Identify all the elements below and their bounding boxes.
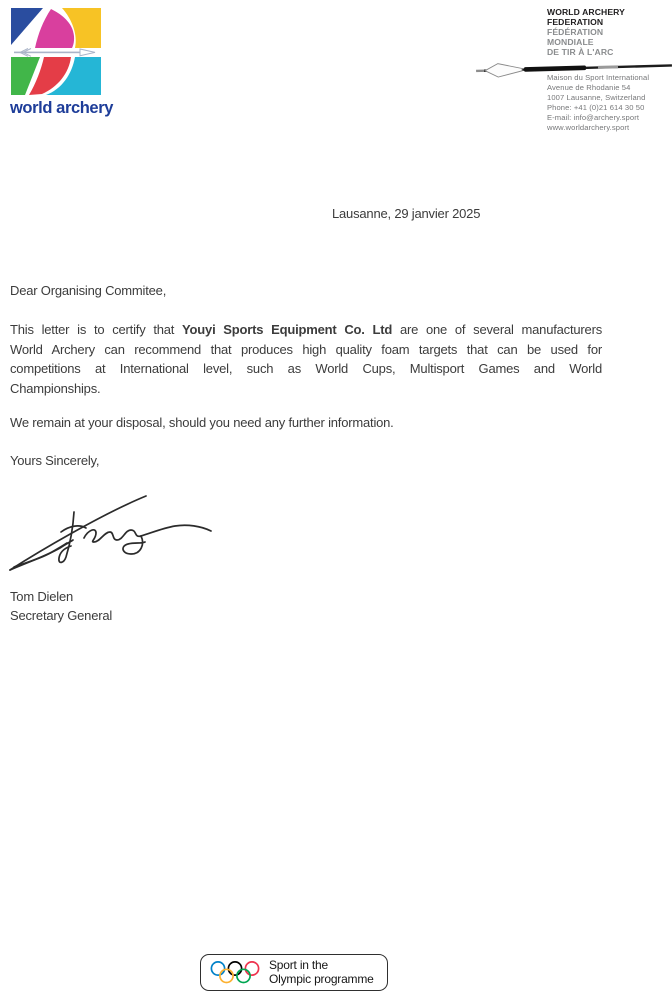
body-line-2: World Archery can recommend that produces high quality foam targets that can be used for xyxy=(10,341,602,357)
body-line-1-pre: This letter is to certify that xyxy=(10,322,183,337)
dateline: Lausanne, 29 janvier 2025 xyxy=(332,206,481,221)
address-email: E-mail: info@archery.sport xyxy=(547,113,640,122)
olympic-badge-line2: Olympic programme xyxy=(269,971,374,986)
body-line-1 xyxy=(10,320,602,340)
valediction: Yours Sincerely, xyxy=(10,453,100,468)
logo-wordmark: world archery xyxy=(10,99,114,117)
company-name: Youyi Sports Equipment Co. Ltd xyxy=(182,322,393,337)
org-name-fr-line2: MONDIALE xyxy=(547,37,594,47)
salutation: Dear Organising Commitee, xyxy=(10,283,167,298)
org-name-fr-line3: DE TIR À L'ARC xyxy=(547,47,614,57)
org-name-en-line1: WORLD ARCHERY xyxy=(547,7,626,17)
body-line-3: competitions at International level, such as World Cups, Multisport Games and World xyxy=(10,361,602,376)
address-line: Avenue de Rhodanie 54 xyxy=(547,83,631,92)
body-paragraph xyxy=(10,320,602,398)
address-phone: Phone: +41 (0)21 614 30 50 xyxy=(547,103,645,112)
olympic-rings-icon xyxy=(210,960,260,985)
org-name-block xyxy=(547,7,625,57)
org-name-fr-line1: FÉDÉRATION xyxy=(547,27,604,37)
world-archery-logo xyxy=(10,8,130,118)
body-line-4: Championships. xyxy=(10,380,101,396)
address-line: 1007 Lausanne, Switzerland xyxy=(547,93,646,102)
olympic-badge-text xyxy=(269,959,374,986)
closing-paragraph: We remain at your disposal, should you need any further information. xyxy=(10,415,394,430)
address-website: www.worldarchery.sport xyxy=(547,123,630,132)
signer-block xyxy=(10,587,112,625)
olympic-programme-badge xyxy=(200,954,388,991)
world-archery-logo-icon xyxy=(10,8,102,96)
org-name-en-line2: FEDERATION xyxy=(547,17,604,27)
signature-handwriting xyxy=(4,486,218,578)
signer-name: Tom Dielen xyxy=(10,589,74,604)
address-block xyxy=(547,73,649,133)
address-line: Maison du Sport International xyxy=(547,73,650,82)
body-line-1-post: are one of several manufacturers xyxy=(392,322,602,337)
olympic-badge-line1: Sport in the xyxy=(269,958,328,972)
logo-arrow xyxy=(14,49,95,57)
signer-title: Secretary General xyxy=(10,608,113,623)
